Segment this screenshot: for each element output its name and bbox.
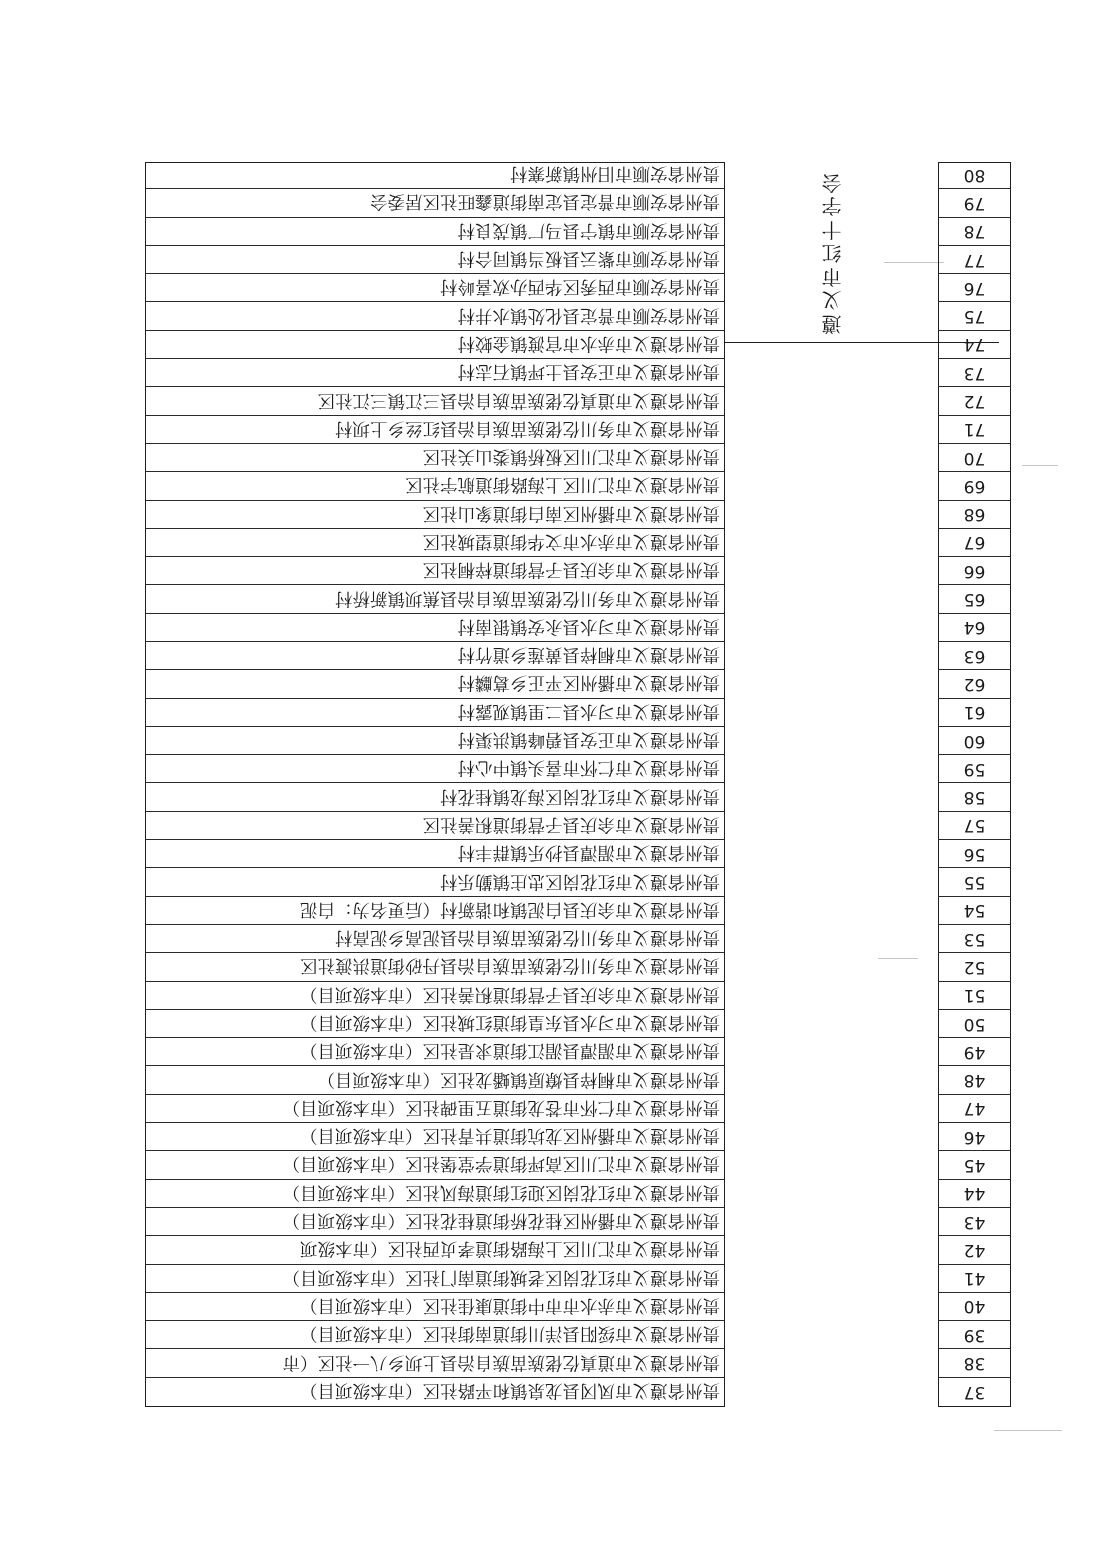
row-number: 57	[939, 812, 1010, 840]
beneficiary-name: 贵州省安顺市旧州镇新寨村	[146, 162, 724, 189]
row-number: 42	[939, 1236, 1010, 1264]
beneficiary-name: 贵州省遵义市余庆县白泥镇和谐新村（后更名为：白泥	[146, 897, 724, 925]
row-number: 80	[939, 161, 1010, 189]
row-number: 51	[939, 982, 1010, 1010]
beneficiary-name: 贵州省遵义市桐梓县燎原镇蟠龙社区（市本级项目）	[146, 1066, 724, 1094]
beneficiary-name: 贵州省遵义市汇川区板桥镇娄山关社区	[146, 444, 724, 472]
row-number: 47	[939, 1095, 1010, 1123]
row-number: 64	[939, 614, 1010, 642]
row-number: 75	[939, 303, 1010, 331]
row-number: 45	[939, 1151, 1010, 1179]
row-number: 78	[939, 218, 1010, 246]
row-number-column	[938, 162, 1011, 1407]
beneficiary-name-column	[145, 162, 725, 1407]
row-number: 79	[939, 189, 1010, 217]
beneficiary-name: 贵州省遵义市余庆县子营街道积善社区	[146, 812, 724, 840]
scan-mark	[1022, 465, 1058, 466]
row-number: 44	[939, 1180, 1010, 1208]
unit-name-char: 字	[821, 194, 842, 219]
beneficiary-name: 贵州省遵义市务川仡佬族苗族自治县丹砂街道洪渡社区	[146, 953, 724, 981]
beneficiary-name: 贵州省遵义市仁怀市喜头镇中心村	[146, 755, 724, 783]
beneficiary-name: 贵州省遵义市播州区桂花桥街道桂花社区（市本级项目）	[146, 1208, 724, 1236]
unit-name-char: 遵	[821, 312, 842, 337]
row-number: 60	[939, 727, 1010, 755]
beneficiary-name: 贵州省遵义市汇川区上海路街道孝贞西社区（市本级项	[146, 1236, 724, 1264]
section-divider	[725, 342, 999, 343]
unit-name	[725, 162, 938, 343]
row-number: 62	[939, 670, 1010, 698]
row-number: 39	[939, 1321, 1010, 1349]
row-number: 69	[939, 472, 1010, 500]
beneficiary-name: 贵州省遵义市红花岗区海龙镇桂花村	[146, 784, 724, 812]
beneficiary-name: 贵州省遵义市播州区平正乡葛麟村	[146, 670, 724, 698]
row-number: 55	[939, 868, 1010, 896]
row-number: 48	[939, 1066, 1010, 1094]
beneficiary-name: 贵州省遵义市道真仡佬族苗族自治县三江镇三江社区	[146, 387, 724, 415]
beneficiary-name: 贵州省遵义市绥阳县洋川街道南街社区（市本级项目）	[146, 1321, 724, 1349]
beneficiary-name: 贵州省遵义市赤水市市中街道康佳社区（市本级项目）	[146, 1293, 724, 1321]
unit-name-char: 红	[821, 241, 842, 266]
scan-mark	[994, 1430, 1062, 1431]
row-number: 54	[939, 897, 1010, 925]
row-number: 74	[939, 331, 1010, 359]
beneficiary-name: 贵州省遵义市赤水市官渡镇金蛟村	[146, 331, 724, 359]
row-number: 56	[939, 840, 1010, 868]
beneficiary-name: 贵州省遵义市桐梓县黄莲乡道竹村	[146, 642, 724, 670]
unit-name-vertical	[822, 170, 842, 335]
beneficiary-name: 贵州省遵义市播州区龙坑街道共青社区（市本级项目）	[146, 1123, 724, 1151]
row-number: 70	[939, 444, 1010, 472]
row-number: 68	[939, 501, 1010, 529]
beneficiary-name: 贵州省遵义市习水县东皇街道红城社区（市本级项目）	[146, 1010, 724, 1038]
beneficiary-name: 贵州省遵义市汇川区高坪街道学堂堡社区（市本级项目）	[146, 1151, 724, 1179]
beneficiary-name: 贵州省安顺市普定县化处镇水井村	[146, 303, 724, 331]
row-number: 49	[939, 1038, 1010, 1066]
beneficiary-name: 贵州省遵义市播州区南白街道象山社区	[146, 501, 724, 529]
row-number: 59	[939, 755, 1010, 783]
unit-name-char: 十	[821, 217, 842, 242]
row-number: 67	[939, 529, 1010, 557]
beneficiary-name: 贵州省遵义市务川仡佬族苗族自治县蕉坝镇新桥村	[146, 585, 724, 613]
beneficiary-name: 贵州省遵义市余庆县子营街道积善社区（市本级项目）	[146, 982, 724, 1010]
beneficiary-name: 贵州省遵义市汇川区上海路街道航宇社区	[146, 472, 724, 500]
unit-name-char: 市	[821, 264, 842, 289]
row-number: 40	[939, 1293, 1010, 1321]
row-number: 53	[939, 925, 1010, 953]
row-number: 50	[939, 1010, 1010, 1038]
beneficiary-name: 贵州省安顺市镇宁县马厂镇茂良村	[146, 218, 724, 246]
row-number: 52	[939, 953, 1010, 981]
beneficiary-name: 贵州省安顺市普定县定南街道鑫旺社区居委会	[146, 189, 724, 217]
row-number: 65	[939, 585, 1010, 613]
beneficiary-name: 贵州省遵义市务川仡佬族苗族自治县泥高乡泥高村	[146, 925, 724, 953]
row-number: 77	[939, 246, 1010, 274]
beneficiary-name: 贵州省遵义市红花岗区老城街道南门社区（市本级项目）	[146, 1265, 724, 1293]
row-number: 43	[939, 1208, 1010, 1236]
row-number: 61	[939, 699, 1010, 727]
row-number: 71	[939, 416, 1010, 444]
row-number: 46	[939, 1123, 1010, 1151]
beneficiary-name: 贵州省安顺市西秀区华西办欢喜岭村	[146, 274, 724, 302]
beneficiary-name: 贵州省遵义市湄潭县抄乐镇群丰村	[146, 840, 724, 868]
beneficiary-name: 贵州省遵义市红花岗区迎红街道海风社区（市本级项目）	[146, 1180, 724, 1208]
row-number: 76	[939, 274, 1010, 302]
unit-name-char: 义	[821, 288, 842, 313]
row-number: 73	[939, 359, 1010, 387]
row-number: 37	[963, 1381, 986, 1402]
beneficiary-name: 贵州省遵义市仁怀市苍龙街道五里碑社区（市本级项目）	[146, 1095, 724, 1123]
beneficiary-name: 贵州省安顺市紫云县板当镇同合村	[146, 246, 724, 274]
row-number: 38	[939, 1349, 1010, 1377]
beneficiary-name: 贵州省遵义市湄潭县湄江街道求是社区（市本级项目）	[146, 1038, 724, 1066]
beneficiary-name: 贵州省遵义市务川仡佬族苗族自治县红丝乡上坝村	[146, 416, 724, 444]
beneficiary-name: 贵州省遵义市凤冈县龙泉镇和平路社区（市本级项目）	[300, 1380, 720, 1401]
beneficiary-name: 贵州省遵义市红花岗区忠庄镇勤乐村	[146, 868, 724, 896]
beneficiary-name: 贵州省遵义市正安县土坪镇石志村	[146, 359, 724, 387]
beneficiary-name: 贵州省遵义市余庆县子营街道梓桐社区	[146, 557, 724, 585]
row-number: 66	[939, 557, 1010, 585]
row-number: 41	[939, 1265, 1010, 1293]
beneficiary-name: 贵州省遵义市正安县碧峰镇洪渠村	[146, 727, 724, 755]
beneficiary-name: 贵州省遵义市道真仡佬族苗族自治县上坝乡八一社区（市	[146, 1349, 724, 1377]
beneficiary-name: 贵州省遵义市习水县永安镇银南村	[146, 614, 724, 642]
beneficiary-name: 贵州省遵义市赤水市文华街道望城社区	[146, 529, 724, 557]
row-number: 63	[939, 642, 1010, 670]
scan-mark	[878, 958, 918, 959]
row-number: 72	[939, 387, 1010, 415]
unit-name-char: 会	[821, 170, 842, 195]
row-number: 58	[939, 784, 1010, 812]
beneficiary-name: 贵州省遵义市习水县二里镇观露村	[146, 699, 724, 727]
